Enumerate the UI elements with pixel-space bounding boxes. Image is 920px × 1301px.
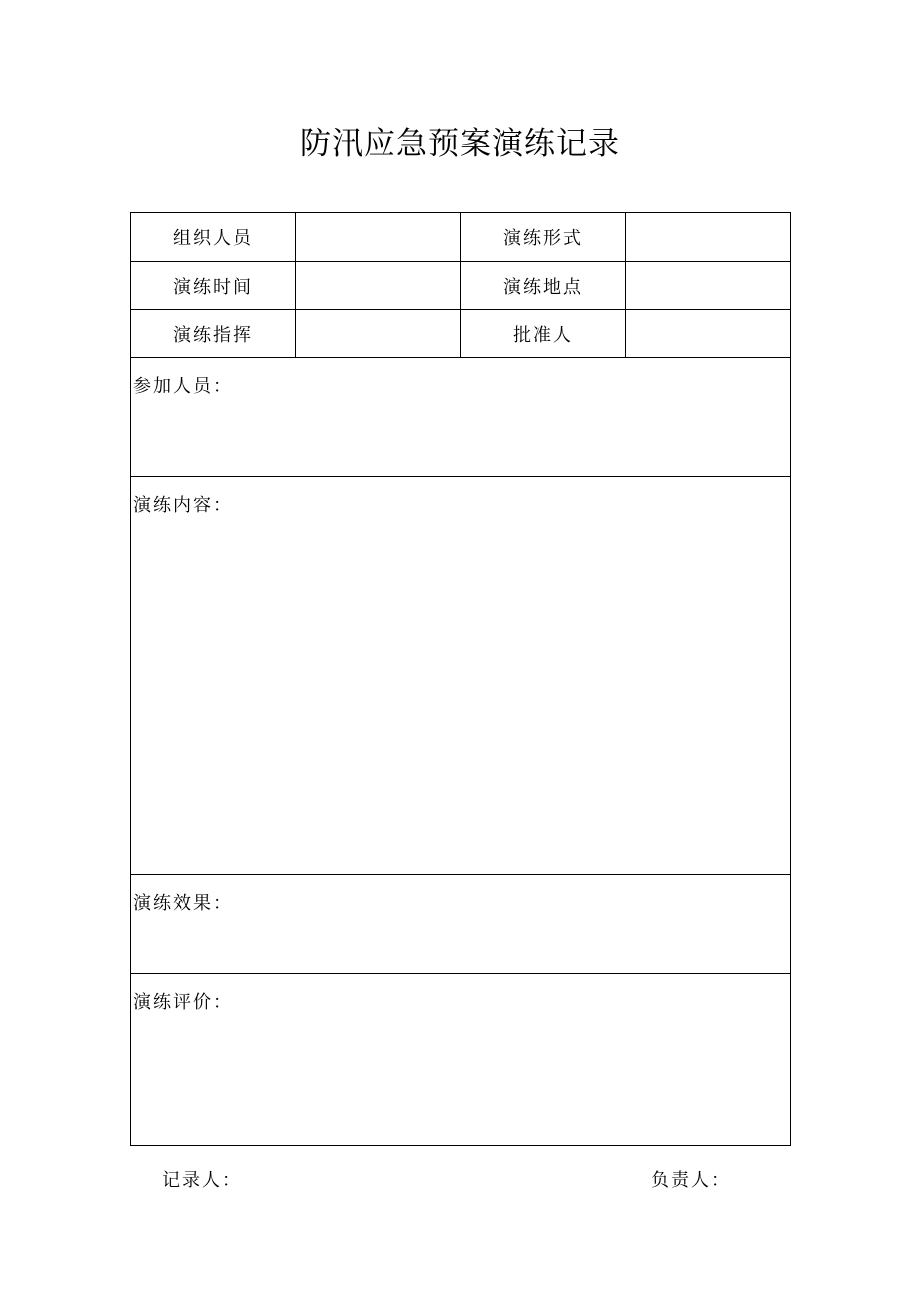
content-section[interactable] [131,477,791,875]
participants-label: 参加人员： [133,376,233,397]
form-row-organizer [131,213,791,262]
participants-section[interactable] [131,358,791,477]
page-title: 防汛应急预案演练记录 [300,126,620,162]
drill-time-label: 演练时间 [131,262,296,310]
drill-time-field[interactable] [296,262,461,310]
drill-form-label: 演练形式 [461,213,626,262]
drill-location-field[interactable] [626,262,791,310]
responsible-person-label: 负责人： [651,1170,731,1191]
drill-form-field[interactable] [626,213,791,262]
content-label: 演练内容： [133,495,233,516]
effect-label: 演练效果： [133,893,233,914]
drill-commander-field[interactable] [296,310,461,358]
approver-label: 批准人 [461,310,626,358]
effect-row [131,875,791,974]
drill-record-form [130,212,791,1146]
approver-field[interactable] [626,310,791,358]
evaluation-label: 演练评价： [133,992,233,1013]
drill-location-label: 演练地点 [461,262,626,310]
drill-commander-label: 演练指挥 [131,310,296,358]
effect-section[interactable] [131,875,791,974]
evaluation-section[interactable] [131,974,791,1146]
recorder-label: 记录人： [162,1170,242,1191]
organizer-field[interactable] [296,213,461,262]
participants-row [131,358,791,477]
organizer-label: 组织人员 [131,213,296,262]
form-row-time [131,262,791,310]
evaluation-row [131,974,791,1146]
content-row [131,477,791,875]
form-row-commander [131,310,791,358]
